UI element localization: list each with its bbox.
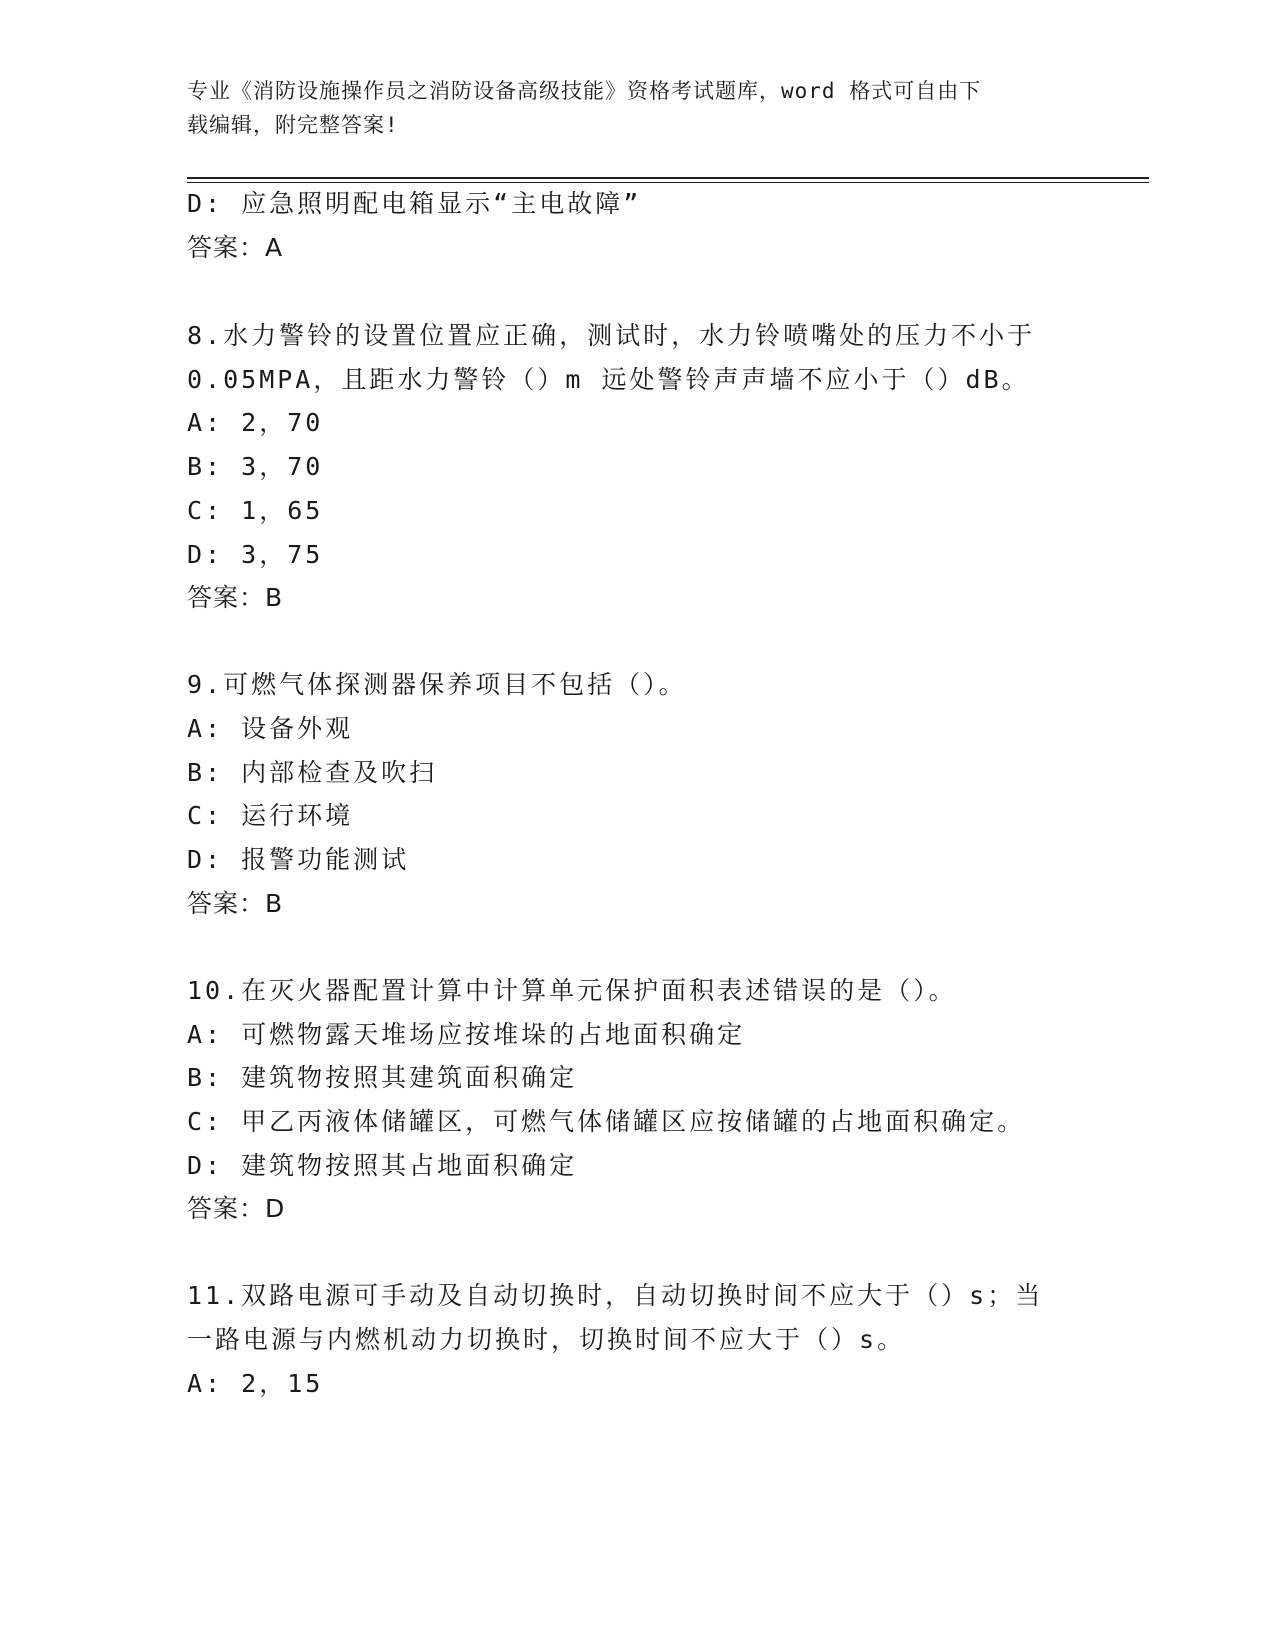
q9-option-d: D: 报警功能测试 (187, 845, 410, 874)
q8-option-c: C: 1，65 (187, 496, 324, 525)
q9-option-c: C: 运行环境 (187, 801, 354, 830)
q8-answer: 答案：B (187, 583, 284, 612)
q11-stem-line-2: 一路电源与内燃机动力切换时，切换时间不应大于（）s。 (187, 1325, 906, 1354)
header-divider-thin (187, 182, 1149, 183)
q9-answer: 答案：B (187, 889, 284, 918)
q10-option-b: B: 建筑物按照其建筑面积确定 (187, 1063, 578, 1092)
header-divider-thick (187, 177, 1149, 179)
header-line-2: 载编辑，附完整答案! (187, 113, 399, 137)
q10-option-c: C: 甲乙丙液体储罐区，可燃气体储罐区应按储罐的占地面积确定。 (187, 1107, 1026, 1136)
prev-option-d: D: 应急照明配电箱显示“主电故障” (187, 189, 642, 218)
q8-option-d: D: 3，75 (187, 540, 324, 569)
q10-option-a: A: 可燃物露天堆场应按堆垛的占地面积确定 (187, 1020, 746, 1049)
header-line-1: 专业《消防设施操作员之消防设备高级技能》资格考试题库，word 格式可自由下 (187, 79, 982, 103)
q10-option-d: D: 建筑物按照其占地面积确定 (187, 1151, 578, 1180)
q8-stem-line-1: 8.水力警铃的设置位置应正确，测试时，水力铃喷嘴处的压力不小于 (187, 321, 1036, 350)
q9-option-a: A: 设备外观 (187, 714, 354, 743)
q10-stem-line-1: 10.在灭火器配置计算中计算单元保护面积表述错误的是（）。 (187, 976, 957, 1005)
q9-option-b: B: 内部检查及吹扫 (187, 758, 438, 787)
q8-stem-line-2: 0.05MPA，且距水力警铃（）m 远处警铃声声墙不应小于（）dB。 (187, 365, 1030, 394)
document-header (187, 74, 1087, 142)
q11-stem-line-1: 11.双路电源可手动及自动切换时，自动切换时间不应大于（）s；当 (187, 1281, 1044, 1310)
q8-option-a: A: 2，70 (187, 408, 324, 437)
q9-stem-line-1: 9.可燃气体探测器保养项目不包括（）。 (187, 670, 687, 699)
q10-answer: 答案：D (187, 1194, 286, 1223)
prev-answer: 答案：A (187, 233, 284, 262)
q11-option-a: A: 2，15 (187, 1369, 324, 1398)
q8-option-b: B: 3，70 (187, 452, 324, 481)
